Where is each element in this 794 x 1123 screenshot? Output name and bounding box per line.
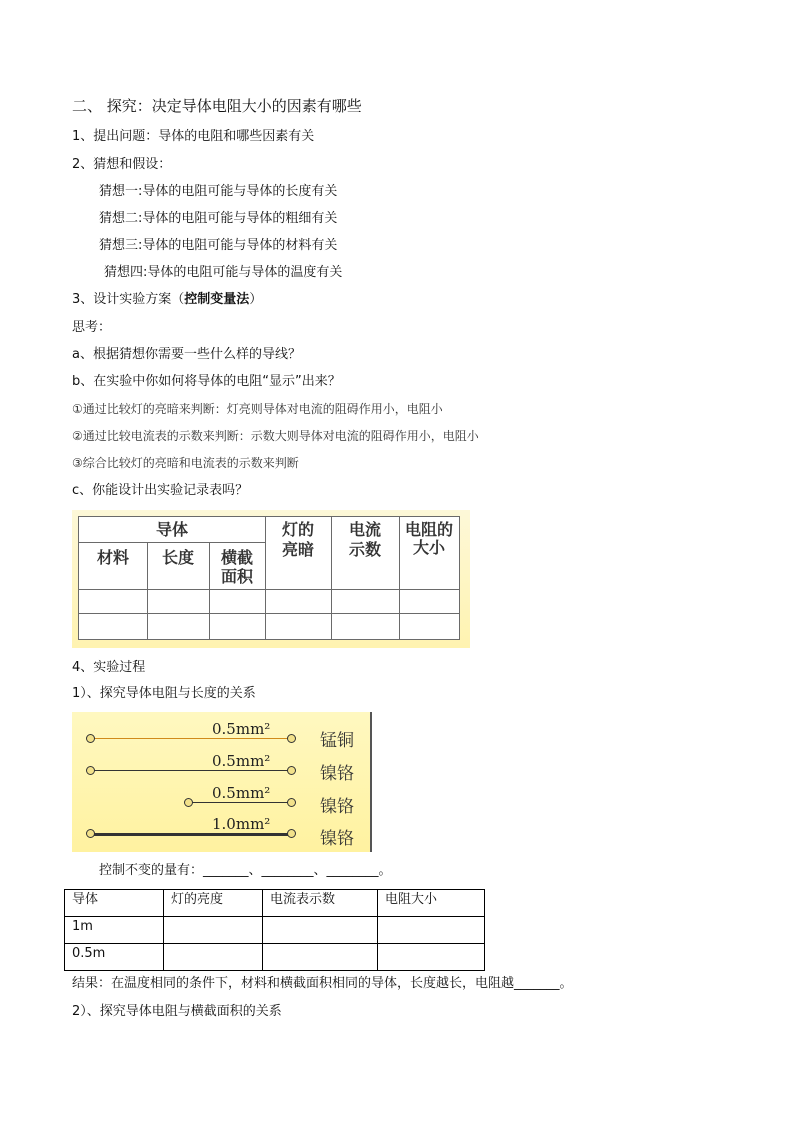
question-3: [72, 292, 262, 308]
wire-2-left-terminal: [86, 766, 95, 775]
fig-header-current-2: 示数: [348, 540, 381, 559]
wire-1: [90, 738, 292, 739]
question-3-suffix: ）: [249, 292, 263, 307]
question-3-prefix: 3、设计实验方案（: [72, 292, 185, 307]
result-line: 结果：在温度相同的条件下，材料和横截面积相同的导体，长度越长，电阻越_______。: [72, 976, 573, 991]
table-cell: [263, 944, 378, 971]
wire-3: [188, 802, 292, 803]
wire-2-metal: 镍铬: [320, 764, 354, 784]
wire-4: [90, 833, 292, 836]
control-variables-line: 控制不变的量有：_______、________、________。: [99, 863, 392, 878]
question-2: 2、猜想和假设：: [72, 157, 172, 172]
wire-1-metal: 锰铜: [320, 731, 354, 751]
fig-header-material: 材料: [96, 548, 129, 567]
wires-figure: [72, 712, 372, 852]
table-header-row: [65, 890, 485, 917]
fig-header-lamp-1: 灯的: [281, 520, 314, 539]
wire-4-right-terminal: [287, 829, 296, 838]
question-b: b、在实验中你如何将导体的电阻“显示”出来？: [72, 374, 341, 389]
table-header-cell: 电流表示数: [263, 890, 378, 917]
table-header-cell: 灯的亮度: [164, 890, 263, 917]
question-c: c、你能设计出实验记录表吗？: [72, 483, 249, 498]
answer-2: ②通过比较电流表的示数来判断：示数大则导体对电流的阻碍作用小，电阻小: [72, 429, 479, 443]
hypothesis-2: 猜想二:导体的电阻可能与导体的粗细有关: [99, 211, 338, 226]
table-header-cell: 电阻大小: [378, 890, 485, 917]
wire-3-metal: 镍铬: [320, 797, 354, 817]
answer-1: ①通过比较灯的亮暗来判断：灯亮则导体对电流的阻碍作用小，电阻小: [72, 402, 443, 416]
subsection-2: 2）、探究导体电阻与横截面积的关系: [72, 1004, 282, 1019]
wire-3-left-terminal: [184, 798, 193, 807]
think-label: 思考：: [72, 320, 112, 335]
wire-4-left-terminal: [86, 829, 95, 838]
wire-3-right-terminal: [287, 798, 296, 807]
table-cell: 1m: [65, 917, 164, 944]
wire-2-area: 0.5mm²: [212, 752, 271, 770]
data-table: [64, 889, 485, 971]
wire-3-area: 0.5mm²: [212, 784, 271, 802]
wire-2: [90, 770, 292, 771]
table-cell: [164, 917, 263, 944]
table-header-cell: 导体: [65, 890, 164, 917]
fig-header-cross-section-2: 面积: [220, 567, 253, 586]
table-cell: [378, 917, 485, 944]
step-4: 4、实验过程: [72, 660, 146, 675]
fig-header-resistance-2: 大小: [412, 538, 445, 557]
fig-header-cross-section-1: 横截: [220, 548, 253, 567]
wire-4-area: 1.0mm²: [212, 815, 271, 833]
record-table-figure: [72, 510, 470, 648]
hypothesis-3: 猜想三:导体的电阻可能与导体的材料有关: [99, 238, 338, 253]
table-row: [65, 917, 485, 944]
fig-header-conductor: 导体: [155, 520, 188, 539]
fig-header-lamp-2: 亮暗: [281, 540, 314, 559]
answer-3: ③综合比较灯的亮暗和电流表的示数来判断: [72, 456, 299, 470]
table-cell: [378, 944, 485, 971]
wire-2-right-terminal: [287, 766, 296, 775]
wire-1-area: 0.5mm²: [212, 720, 271, 738]
table-cell: 0.5m: [65, 944, 164, 971]
section-heading: 二、 探究：决定导体电阻大小的因素有哪些: [72, 97, 362, 115]
wire-1-left-terminal: [86, 734, 95, 743]
fig-header-current-1: 电流: [348, 520, 381, 539]
hypothesis-4: 猜想四:导体的电阻可能与导体的温度有关: [104, 265, 343, 280]
fig-header-length: 长度: [161, 548, 194, 567]
question-3-method: 控制变量法: [184, 292, 250, 307]
wire-1-right-terminal: [287, 734, 296, 743]
subsection-1: 1）、探究导体电阻与长度的关系: [72, 686, 256, 701]
question-1: 1、提出问题：导体的电阻和哪些因素有关: [72, 129, 315, 144]
wire-4-metal: 镍铬: [320, 829, 354, 849]
table-cell: [164, 944, 263, 971]
table-row: [65, 944, 485, 971]
table-cell: [263, 917, 378, 944]
hypothesis-1: 猜想一:导体的电阻可能与导体的长度有关: [99, 184, 338, 199]
fig-header-resistance-1: 电阻的: [404, 520, 453, 539]
question-a: a、根据猜想你需要一些什么样的导线？: [72, 347, 301, 362]
